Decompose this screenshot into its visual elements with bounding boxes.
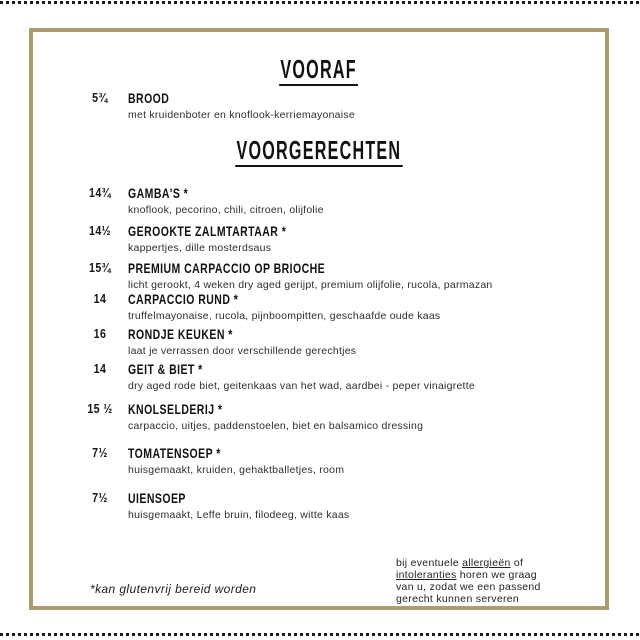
item-price: 7½ — [92, 445, 108, 460]
menu-item-gambas — [0, 185, 640, 216]
item-price: 15 ½ — [87, 401, 113, 416]
item-name: TOMATENSOEP * — [128, 445, 221, 461]
allergy-footnote-line3: van u, zodat we een passend — [396, 581, 541, 593]
item-description: truffelmayonaise, rucola, pijnboompitten, geschaafde oude kaas — [128, 310, 441, 322]
item-description: huisgemaakt, Leffe bruin, filodeeg, witte kaas — [128, 509, 350, 521]
perforation-line-top — [0, 1, 640, 4]
item-description: carpaccio, uitjes, paddenstoelen, biet en balsamico dressing — [128, 420, 424, 432]
menu-item-tomatensoep — [0, 445, 640, 476]
item-price: 14¾ — [89, 185, 111, 200]
item-price: 14 — [93, 361, 107, 376]
item-name: KNOLSELDERIJ * — [128, 401, 223, 417]
item-description: laat je verrassen door verschillende gerechtjes — [128, 345, 357, 357]
item-price: 16 — [93, 326, 107, 341]
section-header-vooraf — [29, 54, 609, 86]
section-header-voorgerechten — [29, 135, 609, 167]
section-title: VOORGERECHTEN — [236, 135, 402, 165]
menu-item-gerookte-zalmtartaar — [0, 223, 640, 254]
item-price: 7½ — [92, 490, 108, 505]
menu-item-brood — [0, 90, 640, 121]
section-title: VOORAF — [280, 54, 358, 84]
item-price: 15¾ — [89, 260, 111, 275]
item-name: GEROOKTE ZALMTARTAAR * — [128, 223, 287, 239]
intoleranties-underlined-text: intoleranties — [396, 569, 457, 581]
item-price: 14½ — [89, 223, 111, 238]
item-name: PREMIUM CARPACCIO OP BRIOCHE — [128, 260, 326, 276]
allergy-footnote — [396, 557, 606, 605]
item-description: kappertjes, dille mosterdsaus — [128, 242, 272, 254]
gluten-free-footnote: *kan glutenvrij bereid worden — [90, 582, 257, 596]
item-name: UIENSOEP — [128, 490, 186, 506]
item-name: GAMBA'S * — [128, 185, 189, 201]
item-description: huisgemaakt, kruiden, gehaktballetjes, room — [128, 464, 345, 476]
allergieen-underlined-text: allergieën — [462, 557, 511, 569]
allergy-footnote-line4: gerecht kunnen serveren — [396, 593, 520, 605]
item-name: RONDJE KEUKEN * — [128, 326, 233, 342]
perforation-line-bottom — [0, 633, 640, 636]
item-description: knoflook, pecorino, chili, citroen, olijfolie — [128, 204, 324, 216]
item-name: CARPACCIO RUND * — [128, 291, 239, 307]
menu-item-geit-en-biet — [0, 361, 640, 392]
menu-item-premium-carpaccio — [0, 260, 640, 291]
item-description: dry aged rode biet, geitenkaas van het wad, aardbei - peper vinaigrette — [128, 380, 475, 392]
menu-item-carpaccio-rund — [0, 291, 640, 322]
allergy-footnote-line2: intoleranties horen we graag — [396, 569, 537, 581]
item-description: met kruidenboter en knoflook-kerriemayonaise — [128, 109, 355, 121]
item-name: GEIT & BIET * — [128, 361, 203, 377]
item-description: licht gerookt, 4 weken dry aged gerijpt, premium olijfolie, rucola, parmazan — [128, 279, 493, 291]
item-price: 5¾ — [92, 90, 108, 105]
menu-item-uiensoep — [0, 490, 640, 521]
item-name: BROOD — [128, 90, 170, 106]
menu-item-knolselderij — [0, 401, 640, 432]
allergy-footnote-line1: bij eventuele allergieën of — [396, 557, 524, 569]
item-price: 14 — [93, 291, 107, 306]
menu-item-rondje-keuken — [0, 326, 640, 357]
